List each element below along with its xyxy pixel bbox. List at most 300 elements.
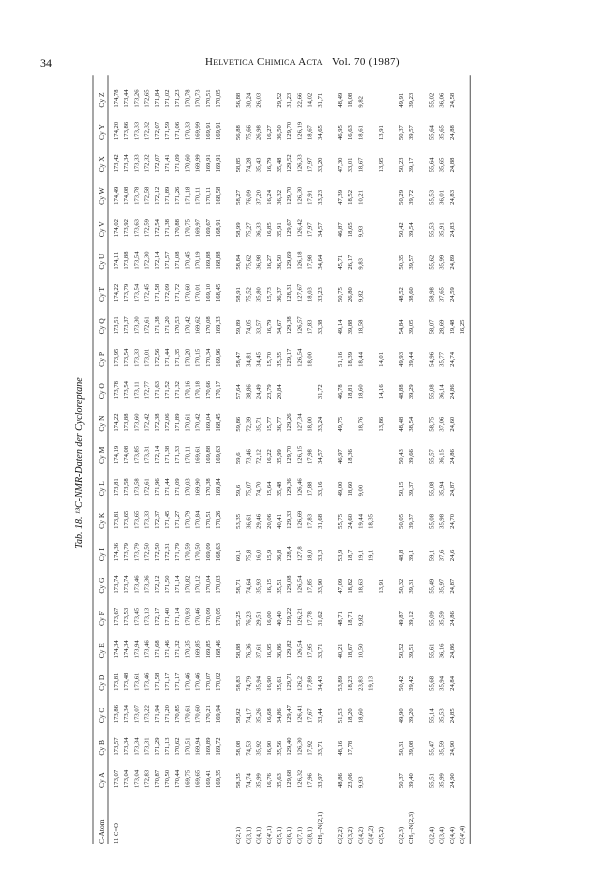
table-cell: 50,35: [398, 254, 405, 270]
table-cell: 170,61: [184, 705, 192, 724]
table-cell: 56,88: [235, 92, 243, 108]
table-cell: 169,84: [215, 478, 222, 497]
running-head: [205, 56, 400, 68]
table-cell: 50,52: [398, 643, 405, 659]
table-cell: 29,52: [276, 92, 283, 108]
table-cell: 129,26: [286, 413, 294, 432]
table-cell: 172,50: [143, 543, 151, 562]
table-cell: 39,08: [408, 740, 416, 756]
table-cell: 170,75: [184, 219, 192, 238]
table-cell: 173,63: [133, 219, 141, 238]
table-cell: 174,11: [113, 251, 120, 270]
table-cell: 172,14: [153, 445, 161, 464]
table-cell: 172,54: [153, 219, 161, 238]
table-cell: 33,38: [316, 319, 324, 335]
table-cell: 48,8: [398, 549, 405, 562]
table-cell: 58,47: [235, 351, 243, 367]
table-cell: 31,23: [286, 92, 294, 108]
row-label: C(3,4): [438, 826, 446, 844]
table-cell: 49,91: [398, 92, 405, 108]
row-label: C(5,2): [377, 826, 385, 844]
table-cell: 39,54: [408, 222, 416, 238]
table-cell: 46,97: [337, 449, 344, 464]
table-cell: 170,05: [215, 607, 222, 626]
table-cell: 170,08: [204, 316, 212, 335]
table-cell: 15,70: [265, 351, 273, 367]
table-cell: 126,46: [296, 478, 304, 497]
table-cell: 173,33: [133, 348, 141, 367]
table-cell: 174,34: [113, 640, 120, 659]
column-header: Cy V: [97, 221, 106, 238]
table-cell: 169,99: [194, 154, 202, 173]
table-cell: 170,45: [184, 251, 192, 270]
table-cell: 58,98: [428, 287, 436, 302]
table-cell: 170,11: [184, 446, 192, 464]
table-cell: 50,42: [398, 675, 405, 691]
table-cell: 172,32: [143, 154, 151, 173]
table-cell: 170,50: [194, 543, 202, 562]
table-cell: 50,23: [398, 157, 405, 173]
table-cell: 35,53: [438, 708, 446, 724]
table-cell: 171,59: [164, 121, 171, 140]
table-cell: 39,42: [408, 675, 416, 691]
table-cell: 39,1: [408, 549, 416, 562]
table-cell: 127,67: [296, 283, 304, 302]
table-cell: 58,91: [235, 287, 243, 302]
table-cell: 173,57: [113, 737, 120, 756]
table-cell: 55,75: [337, 513, 344, 529]
table-cell: 39,51: [408, 643, 416, 659]
table-cell: 59,1: [428, 549, 436, 562]
table-cell: 173,81: [113, 478, 120, 497]
table-cell: 173,51: [113, 316, 120, 335]
table-cell: 34,43: [316, 675, 324, 691]
table-cell: 169,85: [194, 640, 202, 659]
table-cell: 168,58: [215, 186, 222, 205]
table-cell: 34,65: [316, 125, 324, 140]
table-cell: 171,79: [174, 543, 182, 562]
table-cell: 129,67: [286, 219, 294, 238]
column-header: Cy M: [97, 446, 106, 464]
table-cell: 173,34: [123, 154, 131, 173]
table-cell: 34,86: [276, 708, 283, 724]
table-cell: 35,48: [276, 481, 283, 497]
table-cell: 170,02: [215, 672, 222, 691]
table-cell: 171,23: [174, 89, 182, 108]
table-cell: 171,63: [153, 381, 161, 400]
table-cell: 171,38: [164, 445, 171, 464]
table-cell: 35,63: [276, 773, 283, 788]
table-cell: 170,88: [174, 219, 182, 238]
table-cell: 46,95: [337, 125, 344, 140]
row-label: C(3,2): [347, 826, 355, 844]
table-cell: 171,26: [174, 186, 182, 205]
table-cell: 76,23: [245, 611, 253, 626]
column-header: Cy I: [97, 548, 106, 562]
table-cell: 15,73: [265, 287, 273, 302]
table-cell: 17,83: [306, 319, 314, 335]
table-cell: 173,79: [123, 283, 131, 302]
table-cell: 58,75: [428, 416, 436, 432]
column-header: Cy O: [97, 383, 106, 400]
table-cell: 126,69: [296, 510, 304, 529]
table-cell: 126,57: [296, 316, 304, 335]
table-cell: 173,53: [123, 607, 131, 626]
table-cell: 55,47: [428, 740, 436, 756]
table-cell: 24,58: [448, 92, 456, 108]
table-cell: 19,13: [367, 675, 375, 691]
table-cell: 9,93: [357, 225, 365, 238]
table-cell: 172,65: [143, 89, 151, 108]
table-cell: 47,09: [337, 578, 344, 594]
table-cell: 49,75: [337, 416, 344, 432]
table-cell: 171,14: [174, 607, 182, 626]
table-cell: 55,61: [428, 643, 436, 659]
table-cell: 170,34: [204, 348, 212, 367]
table-cell: 128,31: [286, 283, 294, 302]
column-header: Cy U: [97, 253, 106, 270]
table-cell: 17,78: [347, 740, 355, 756]
table-cell: 18,52: [347, 189, 355, 205]
table-cell: 57,64: [235, 384, 243, 400]
table-cell: 74,74: [245, 773, 253, 788]
table-cell: 39,66: [408, 449, 416, 464]
table-cell: 127,8: [296, 546, 304, 562]
table-cell: 171,41: [164, 154, 171, 173]
table-cell: 39,40: [408, 773, 416, 788]
table-cell: 169,72: [215, 737, 222, 756]
table-cell: 38,60: [408, 287, 416, 302]
table-cell: 24,86: [448, 611, 456, 626]
table-cell: 172,83: [143, 769, 151, 788]
table-cell: 173,78: [133, 186, 141, 205]
table-cell: 35,43: [255, 157, 263, 173]
table-cell: 172,50: [153, 543, 161, 562]
table-cell: 38,54: [408, 416, 416, 432]
table-cell: 129,68: [286, 769, 294, 788]
table-cell: 169,35: [215, 769, 222, 788]
table-cell: 36,77: [276, 416, 283, 432]
table-cell: 129,40: [286, 737, 294, 756]
table-cell: 46,78: [337, 384, 344, 400]
table-cell: 172,07: [153, 121, 161, 140]
table-cell: 39,05: [408, 319, 416, 335]
table-cell: 168,63: [215, 543, 222, 562]
table-cell: 172,14: [153, 251, 161, 270]
table-cell: 24,70: [448, 513, 456, 529]
table-cell: 17,98: [306, 254, 314, 270]
table-cell: 74,17: [245, 708, 253, 724]
table-cell: 173,81: [113, 510, 120, 529]
table-cell: 36,14: [438, 384, 446, 400]
table-cell: 35,59: [438, 611, 446, 626]
table-cell: 24,86: [448, 449, 456, 464]
table-cell: 14,01: [377, 351, 385, 367]
table-cell: 39,20: [408, 708, 416, 724]
table-cell: 48,49: [337, 92, 344, 108]
table-cell: 173,95: [113, 348, 120, 367]
table-cell: 59,6: [235, 484, 243, 497]
column-header: Cy D: [97, 674, 106, 691]
table-cell: 35,92: [255, 740, 263, 756]
table-cell: 74,28: [245, 157, 253, 173]
table-cell: 36,15: [438, 449, 446, 464]
table-caption: Tab. 18. ¹³C-NMR-Daten der Cycloreptane: [74, 377, 85, 549]
table-cell: 35,99: [438, 254, 446, 270]
table-cell: 171,57: [164, 251, 171, 270]
table-cell: 33,3: [316, 549, 324, 562]
table-cell: 173,85: [133, 445, 141, 464]
table-cell: 58,84: [235, 254, 243, 270]
table-cell: 173,07: [113, 769, 120, 788]
table-cell: 55,02: [428, 92, 436, 108]
table-cell: 39,57: [408, 254, 416, 270]
table-cell: 174,20: [113, 121, 120, 140]
table-cell: 126,30: [296, 737, 304, 756]
table-cell: 16,85: [265, 222, 273, 238]
table-cell: 33,44: [316, 708, 324, 724]
table-cell: 171,58: [153, 283, 161, 302]
table-cell: 170,18: [194, 381, 202, 400]
table-cell: 171,17: [164, 672, 171, 691]
table-cell: 172,77: [143, 381, 151, 400]
table-cell: 40,40: [276, 611, 283, 626]
table-cell: 172,58: [143, 186, 151, 205]
table-cell: 173,31: [143, 737, 151, 756]
table-cell: 170,84: [194, 510, 202, 529]
table-cell: 173,88: [123, 251, 131, 270]
table-cell: 18,00: [306, 416, 314, 432]
table-cell: 26,98: [255, 125, 263, 140]
table-cell: 170,21: [204, 705, 212, 724]
column-header: Cy W: [97, 187, 106, 205]
table-cell: 37,65: [438, 287, 446, 302]
table-cell: 169,09: [204, 543, 212, 562]
table-cell: 17,78: [306, 611, 314, 626]
table-cell: 23,06: [347, 773, 355, 788]
table-cell: 17,67: [306, 708, 314, 724]
table-cell: 173,67: [113, 607, 120, 626]
table-cell: 172,32: [143, 121, 151, 140]
table-cell: 36,33: [255, 222, 263, 238]
table-cell: 55,25: [235, 611, 243, 626]
table-cell: 172,09: [164, 283, 171, 302]
table-cell: 169,62: [194, 316, 202, 335]
table-cell: 33,71: [316, 740, 324, 756]
table-cell: 19,48: [448, 319, 456, 335]
table-cell: 170,66: [204, 381, 212, 400]
table-cell: 33,90: [316, 578, 324, 594]
table-cell: 173,33: [143, 510, 151, 529]
table-cell: 18,67: [347, 643, 355, 659]
table-cell: 75,07: [245, 481, 253, 497]
table-cell: 174,34: [123, 640, 131, 659]
table-cell: 53,9: [337, 549, 344, 562]
table-cell: 18,36: [347, 449, 355, 464]
table-cell: 48,71: [337, 611, 344, 626]
table-cell: 40,21: [337, 643, 344, 659]
table-cell: 35,71: [255, 416, 263, 432]
table-cell: 170,44: [174, 769, 182, 788]
table-cell: 29,51: [255, 611, 263, 626]
table-cell: 18,08: [347, 92, 355, 108]
table-cell: 26,17: [347, 254, 355, 270]
table-cell: 9,82: [357, 290, 365, 302]
table-cell: 170,15: [194, 348, 202, 367]
table-cell: 30,24: [245, 92, 253, 108]
table-cell: 18,67: [306, 125, 314, 140]
table-cell: 33,01: [347, 157, 355, 173]
table-cell: 36,16: [438, 643, 446, 659]
table-cell: 17,83: [306, 513, 314, 529]
table-cell: 171,46: [164, 640, 171, 659]
table-cell: 174,19: [113, 445, 120, 464]
table-cell: 173,74: [113, 575, 120, 594]
row-label: CH₃–N(2,3): [408, 811, 416, 844]
rotated-table-block: [70, 78, 590, 848]
table-cell: 173,13: [143, 607, 151, 626]
table-cell: 13,91: [377, 125, 385, 140]
table-cell: 171,45: [164, 510, 171, 529]
table-cell: 169,04: [204, 413, 212, 432]
table-cell: 24,84: [448, 675, 456, 691]
column-header: C-Atom: [97, 819, 106, 844]
table-cell: 33,97: [316, 773, 324, 788]
table-cell: 16,95: [265, 643, 273, 659]
column-header: Cy G: [97, 577, 106, 594]
table-cell: 171,29: [153, 737, 161, 756]
table-cell: 50,42: [398, 222, 405, 238]
table-cell: 18,63: [357, 578, 365, 594]
table-cell: 37,06: [438, 416, 446, 432]
table-cell: 173,04: [133, 769, 141, 788]
table-cell: 23,83: [357, 675, 365, 691]
table-cell: 126,41: [296, 705, 304, 724]
table-cell: 24,60: [347, 513, 355, 529]
table-cell: 55,08: [428, 384, 436, 400]
table-cell: 26,80: [347, 287, 355, 302]
table-cell: 170,11: [204, 186, 212, 205]
row-label: C(2,1): [235, 826, 243, 844]
table-cell: 39,88: [347, 319, 355, 335]
table-cell: 170,46: [184, 672, 192, 691]
table-cell: 24,6: [448, 549, 456, 562]
row-label: C(7,1): [296, 826, 304, 844]
table-cell: 170,82: [184, 575, 192, 594]
table-cell: 173,88: [123, 413, 131, 432]
table-cell: 36,37: [276, 287, 283, 302]
table-cell: 172,12: [153, 186, 161, 205]
table-cell: 17,96: [306, 773, 314, 788]
table-cell: 24,87: [448, 578, 456, 594]
table-cell: 170,17: [215, 381, 222, 400]
table-cell: 169,61: [194, 445, 202, 464]
table-cell: 19,44: [357, 513, 365, 529]
table-cell: 126,2: [296, 675, 304, 691]
table-cell: 170,79: [184, 510, 192, 529]
table-cell: 36,8: [276, 549, 283, 562]
table-cell: 18,82: [347, 578, 355, 594]
table-cell: 126,42: [296, 219, 304, 238]
table-cell: 48,16: [337, 740, 344, 756]
table-cell: 173,34: [133, 737, 141, 756]
table-cell: 170,51: [204, 510, 212, 529]
table-cell: 171,58: [153, 672, 161, 691]
table-cell: 55,53: [428, 189, 436, 205]
table-cell: 126,54: [296, 640, 304, 659]
table-cell: 173,46: [143, 672, 151, 691]
table-cell: 47,30: [337, 157, 344, 173]
table-cell: 20,06: [265, 513, 273, 529]
table-cell: 171,89: [164, 186, 171, 205]
table-cell: 9,82: [357, 614, 365, 626]
table-cell: 15,77: [265, 416, 273, 432]
table-cell: 35,97: [438, 578, 446, 594]
table-cell: 31,68: [316, 513, 324, 529]
table-cell: 170,46: [194, 607, 202, 626]
table-cell: 169,33: [215, 316, 222, 335]
table-cell: 19,1: [367, 549, 375, 562]
row-label: C(5,1): [276, 826, 283, 844]
table-cell: 129,47: [286, 705, 294, 724]
table-cell: 171,18: [184, 186, 192, 205]
table-cell: 55,51: [428, 773, 436, 788]
table-cell: 50,43: [398, 449, 405, 464]
table-cell: 170,09: [204, 607, 212, 626]
table-cell: 173,30: [133, 316, 141, 335]
table-cell: 172,45: [143, 283, 151, 302]
table-cell: 170,93: [184, 607, 192, 626]
column-header: Cy P: [97, 351, 106, 367]
table-cell: 170,61: [184, 413, 192, 432]
table-cell: 172,31: [164, 543, 171, 562]
table-cell: 10,21: [357, 189, 365, 205]
table-cell: 75,27: [245, 222, 253, 238]
table-cell: 126,54: [296, 575, 304, 594]
table-cell: 24,60: [448, 416, 456, 432]
table-cell: 170,19: [194, 251, 202, 270]
table-cell: 173,86: [123, 121, 131, 140]
table-cell: 24,89: [448, 254, 456, 270]
table-cell: 126,32: [296, 769, 304, 788]
table-cell: 169,94: [215, 705, 222, 724]
table-cell: 174,49: [113, 186, 120, 205]
table-cell: 58,27: [235, 189, 243, 205]
table-cell: 50,15: [398, 481, 405, 497]
table-cell: 172,38: [153, 413, 161, 432]
table-cell: 39,37: [408, 513, 416, 529]
table-cell: 173,54: [133, 251, 141, 270]
table-cell: 171,72: [174, 283, 182, 302]
table-cell: 173,46: [143, 640, 151, 659]
table-cell: 13,91: [377, 578, 385, 594]
table-cell: 34,57: [316, 222, 324, 238]
table-cell: 169,85: [204, 640, 212, 659]
table-cell: 126,19: [296, 121, 304, 140]
table-cell: 14,16: [377, 384, 385, 400]
table-cell: 126,30: [296, 186, 304, 205]
table-cell: 58,07: [428, 319, 436, 335]
table-cell: 24,85: [448, 708, 456, 724]
table-cell: 170,51: [204, 89, 212, 108]
table-cell: 60,1: [235, 549, 243, 562]
table-cell: 74,79: [245, 675, 253, 691]
table-cell: 173,94: [133, 640, 141, 659]
table-cell: 35,99: [255, 773, 263, 788]
table-cell: 172,12: [153, 575, 161, 594]
table-cell: 170,50: [164, 769, 171, 788]
table-cell: 35,65: [438, 157, 446, 173]
